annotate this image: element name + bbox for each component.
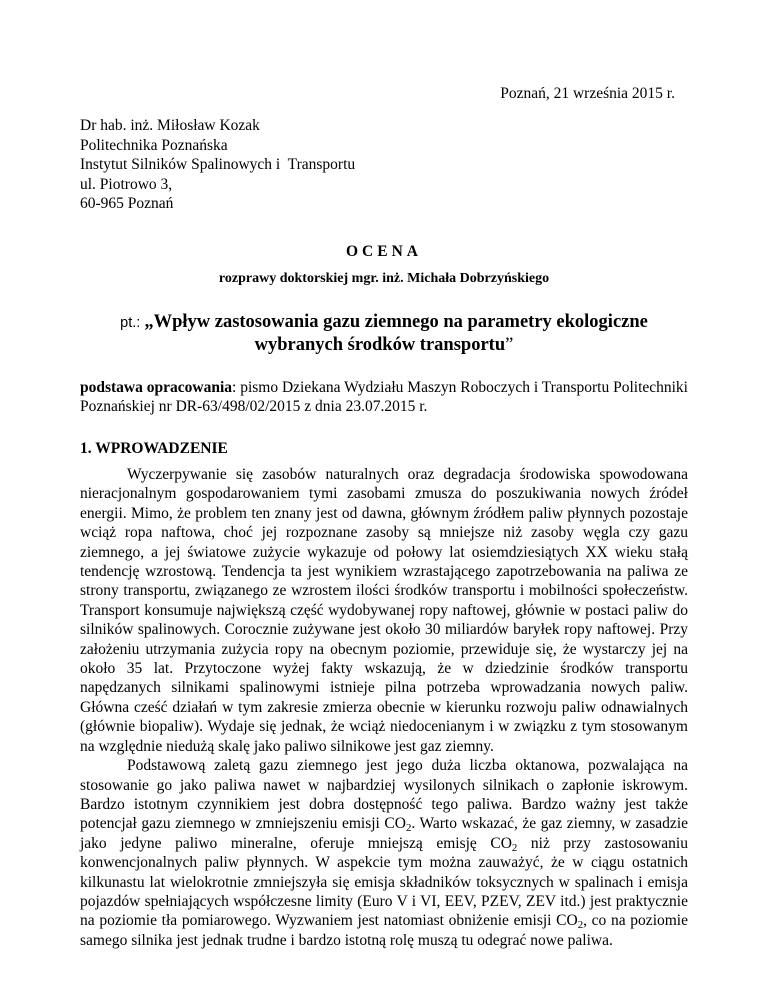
university: Politechnika Poznańska xyxy=(80,136,228,154)
street: ul. Piotrowo 3, xyxy=(80,175,173,193)
basis-label: podstawa opracowania xyxy=(80,379,233,396)
document-subtitle: rozprawy doktorskiej mgr. inż. Michała Dobrzyńskiego xyxy=(218,271,550,286)
paragraph-2-part-a: Podstawową zaletą gazu ziemnego jest jego duża liczba oktanowa, pozwalająca na stosowanie go jako paliwa nawet w najbardziej wysilonych silnikach o zapłonie iskrowym. Bardzo istotnym czynnikiem jest dobra dostępność tego paliwa. Bardzo ważny jest także potencjał gazu ziemnego w zmniejszeniu emisji CO xyxy=(80,757,688,833)
thesis-open-quote: „ xyxy=(144,312,154,332)
thesis-close-quote: ” xyxy=(505,335,514,355)
paragraph-2-part-c: niż przy zastosowaniu konwencjonalnych paliw płynnych. W aspekcie tym można zauważyć, że w ciągu ostatnich kilkunastu lat wielokrotnie zmniejszyła się emisja składników toksycznych w spalinach i emisja pojazdów spełniających współczesne limity (Euro V i VI, EEV, PZEV, ZEV itd.) jest praktycznie na poziomie tła pomiarowego. Wyzwaniem jest natomiast obniżenie emisji CO xyxy=(80,834,688,930)
basis-text: : pismo Dziekana Wydziału Maszyn Roboczych i Transportu Politechniki Poznańskiej nr DR-63/498/02/2015 z dnia 23.07.2015 r. xyxy=(80,379,688,415)
paragraph-2 xyxy=(80,756,688,950)
paragraph-1: Wyczerpywanie się zasobów naturalnych oraz degradacja środowiska spowodowana nieracjonalnym gospodarowaniem tymi zasobami zmusza do poszukiwania nowych źródeł energii. Mimo, że problem ten znany jest od dawna, głównym źródłem paliw płynnych pozostaje wciąż ropa naftowa, choć jej rozpoznane zasoby są mniejsze niż zasoby węgla czy gazu ziemnego, a jej światowe zużycie wykazuje od połowy lat osiemdziesiątych XX wieku stałą tendencję wzrostową. Tendencja ta jest wynikiem wzrastającego zapotrzebowania na paliwa ze strony transportu, związanego ze wzrostem ilości środków transportu i mobilności społeczeństw. Transport konsumuje największą część wydobywanej ropy naftowej, głównie w postaci paliw do silników spalinowych. Corocznie zużywane jest około 30 miliardów baryłek ropy naftowej. Przy założeniu utrzymania zużycia ropy na obecnym poziomie, przewiduje się, że wystarczy jej na około 35 lat. Przytoczone wyżej fakty wskazują, że w dziedzinie środków transportu napędzanych silnikami spalinowymi istnieje pilna potrzeba wprowadzania nowych paliw. Główna cześć działań w tym zakresie zmierza obecnie w kierunku rozwoju paliw odnawialnych (głównie biopaliw). Wydaje się jednak, że wciąż niedocenianym i w związku z tym stosowanym na względnie niedużą skalę jako paliwo silnikowe jest gaz ziemny. xyxy=(80,466,688,755)
thesis-prefix: pt.: xyxy=(120,315,145,331)
section-heading xyxy=(80,440,228,458)
subscript-2: 2 xyxy=(511,841,518,854)
thesis-title-text: Wpływ zastosowania gazu ziemnego na parametry ekologiczne wybranych środków transportu xyxy=(153,312,648,355)
subscript-2: 2 xyxy=(405,822,412,835)
paragraph-2-part-d: , co na poziomie samego silnika jest jednak trudne i bardzo istotną rolę muszą tu odegrać nowe paliwa. xyxy=(80,912,688,949)
basis-paragraph xyxy=(80,378,688,416)
thesis-title xyxy=(100,311,668,356)
section-title: WPROWADZENIE xyxy=(95,440,228,457)
document-title: OCENA xyxy=(346,243,422,260)
reviewer-address xyxy=(80,116,355,214)
subscript-2: 2 xyxy=(577,919,584,932)
institute: Instytut Silników Spalinowych i Transportu xyxy=(80,156,356,173)
paragraph-2-part-b: . Warto wskazać, że gaz ziemny, w zasadzie jako jedyne paliwo mineralne, oferuje mniejszą emisję CO xyxy=(80,815,689,852)
body-text xyxy=(80,465,688,950)
dateline: Poznań, 21 września 2015 r. xyxy=(500,85,675,102)
reviewer-name: Dr hab. inż. Miłosław Kozak xyxy=(80,117,260,134)
postal-city: 60-965 Poznań xyxy=(80,195,174,212)
section-number: 1. xyxy=(80,440,92,457)
